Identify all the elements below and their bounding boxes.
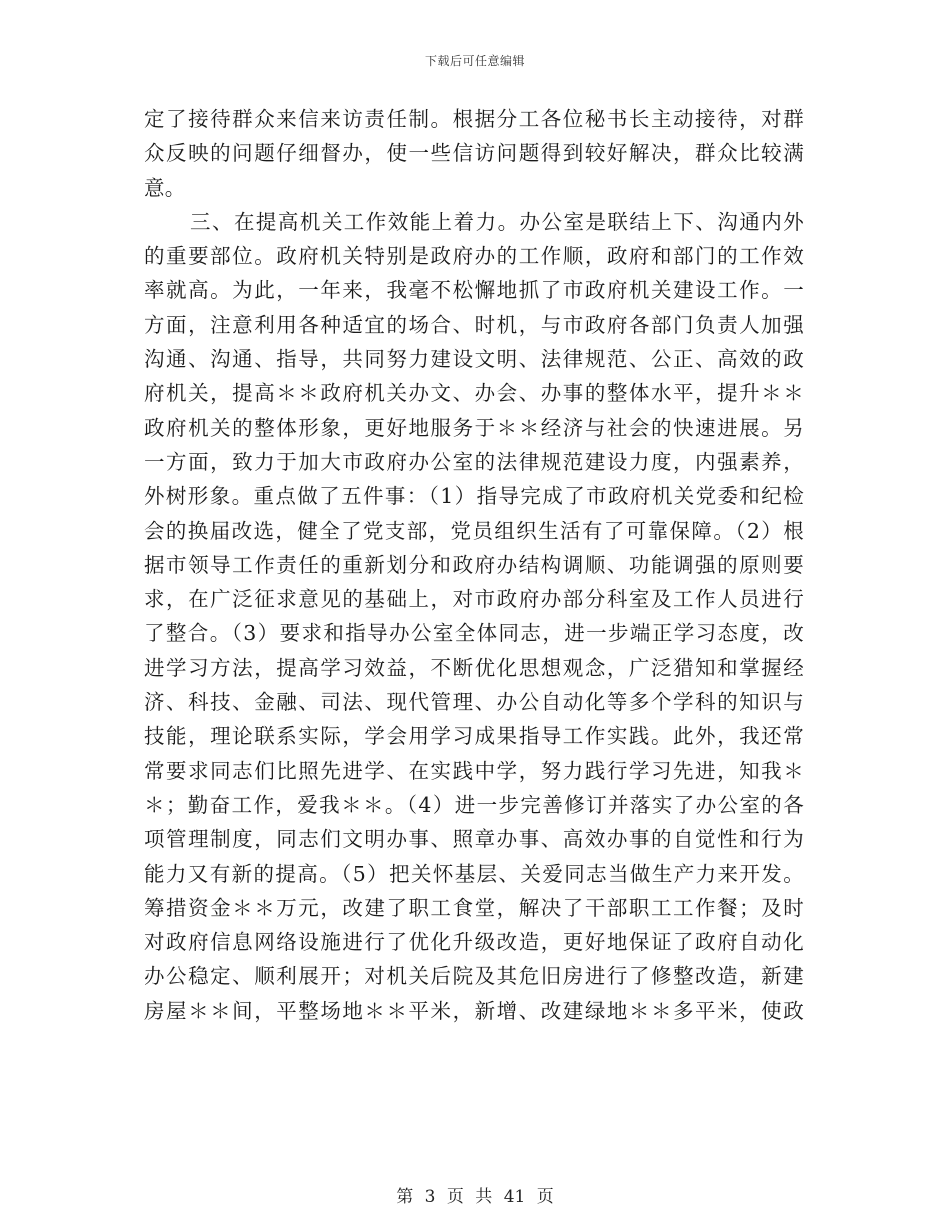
text-line: 率就高。为此，一年来，我毫不松懈地抓了市政府机关建设工作。一	[144, 278, 804, 303]
page-header: 下载后可任意编辑	[424, 54, 525, 68]
page-number-footer: 第 3 页 共 41 页	[396, 1187, 554, 1207]
text-line: 外树形象。重点做了五件事：（1）指导完成了市政府机关党委和纪检	[144, 484, 804, 509]
text-line: 办公稳定、顺利展开；对机关后院及其危旧房进行了修整改造，新建	[144, 964, 804, 989]
text-line: 对政府信息网络设施进行了优化升级改造，更好地保证了政府自动化	[144, 930, 804, 955]
text-line: 常要求同志们比照先进学、在实践中学，努力践行学习先进，知我＊	[144, 758, 804, 783]
text-line: 能力又有新的提高。（5）把关怀基层、关爱同志当做生产力来开发。	[144, 861, 804, 886]
text-line: 进学习方法，提高学习效益，不断优化思想观念，广泛猎知和掌握经	[144, 655, 804, 680]
document-body	[144, 102, 804, 1028]
text-line: 房屋＊＊间，平整场地＊＊平米，新增、改建绿地＊＊多平米，使政	[144, 998, 804, 1023]
text-line: 据市领导工作责任的重新划分和政府办结构调顺、功能调强的原则要	[144, 552, 804, 577]
paragraph-start-line: 三、在提高机关工作效能上着力。办公室是联结上下、沟通内外	[190, 209, 804, 234]
text-line: ＊；勤奋工作，爱我＊＊。（4）进一步完善修订并落实了办公室的各	[144, 792, 804, 817]
text-line: 的重要部位。政府机关特别是政府办的工作顺，政府和部门的工作效	[144, 244, 804, 269]
text-line: 政府机关的整体形象，更好地服务于＊＊经济与社会的快速进展。另	[144, 415, 804, 440]
text-line: 技能，理论联系实际，学会用学习成果指导工作实践。此外，我还常	[144, 724, 804, 749]
text-line: 府机关，提高＊＊政府机关办文、办会、办事的整体水平，提升＊＊	[144, 381, 804, 406]
text-line: 会的换届改选，健全了党支部，党员组织生活有了可靠保障。（2）根	[144, 518, 804, 543]
text-line: 众反映的问题仔细督办，使一些信访问题得到较好解决，群众比较满	[144, 141, 804, 166]
text-line: 意。	[144, 175, 186, 200]
text-line: 沟通、沟通、指导，共同努力建设文明、法律规范、公正、高效的政	[144, 347, 804, 372]
text-line: 方面，注意利用各种适宜的场合、时机，与市政府各部门负责人加强	[144, 312, 804, 337]
text-line: 一方面，致力于加大市政府办公室的法律规范建设力度，内强素养，	[144, 449, 804, 474]
text-line: 定了接待群众来信来访责任制。根据分工各位秘书长主动接待，对群	[144, 107, 804, 131]
text-line: 济、科技、金融、司法、现代管理、办公自动化等多个学科的知识与	[144, 690, 804, 715]
text-line: 求，在广泛征求意见的基础上，对市政府办部分科室及工作人员进行	[144, 587, 804, 612]
text-line: 了整合。（3）要求和指导办公室全体同志，进一步端正学习态度，改	[144, 621, 804, 646]
text-line: 项管理制度，同志们文明办事、照章办事、高效办事的自觉性和行为	[144, 827, 804, 852]
text-line: 筹措资金＊＊万元，改建了职工食堂，解决了干部职工工作餐；及时	[144, 895, 804, 920]
